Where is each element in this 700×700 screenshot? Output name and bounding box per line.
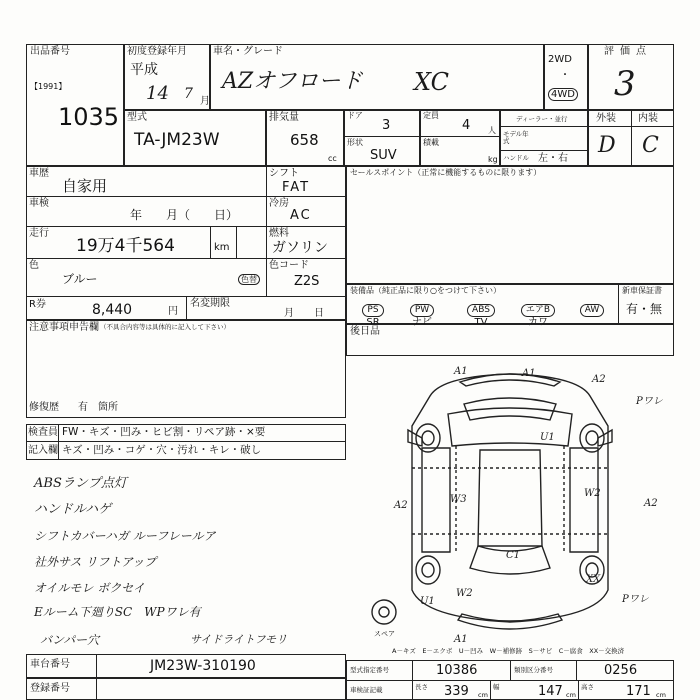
chassis-value: JM23W-310190 <box>150 658 256 674</box>
namechange-value: 月 日 <box>284 308 324 319</box>
doors-label: ドア <box>347 111 363 120</box>
fuel-label: 燃料 <box>269 228 289 239</box>
equipment-bottom-airbag: カワ <box>528 317 548 328</box>
height-value: 171 <box>626 684 651 699</box>
rear-seat-label: 後日品 <box>350 326 380 337</box>
mark-u1-rear: U1 <box>420 596 435 607</box>
lot-number: 1035 <box>58 103 120 131</box>
mark-xx: XX <box>586 574 601 585</box>
mark-a1-front-left: A1 <box>454 366 468 377</box>
equipment-bottom-pw: ナビ <box>412 317 432 328</box>
spec-label: 車検証記載 <box>350 686 383 694</box>
history-value: 自家用 <box>62 177 108 195</box>
inspect-items: FW・キズ・凹み・ヒビ割・リペア跡・×要 <box>62 426 266 438</box>
ac-value: AC <box>290 208 312 223</box>
right-mirror <box>598 430 612 446</box>
repair-value: 有 箇所 <box>78 402 118 413</box>
month-unit: 月 <box>200 96 210 107</box>
mark-a2-front-right: A2 <box>592 374 606 385</box>
car-name: AZオフロード <box>222 69 363 94</box>
mark-p-ware-rear: Pワレ <box>622 594 649 605</box>
ac-label: 冷房 <box>269 198 289 209</box>
roof <box>478 450 542 546</box>
equipment-bottom-abs: TV <box>474 317 488 328</box>
chassis-label: 車台番号 <box>30 659 70 670</box>
load-label: 積載 <box>423 138 439 147</box>
class-value: 0256 <box>604 663 638 678</box>
front-left-wheel-hub <box>422 431 434 445</box>
lot-sub: 【1991】 <box>30 82 67 91</box>
drive-2wd: 2WD <box>548 54 572 65</box>
shift-value: FAT <box>282 180 311 195</box>
mark-w2: W2 <box>584 488 601 499</box>
front-bumper <box>460 374 560 386</box>
inspection-label: 車検 <box>29 198 49 209</box>
cap-value: 4 <box>462 118 471 133</box>
length-cm: cm <box>478 691 488 699</box>
equipment-bottom-ps: SR <box>366 317 380 328</box>
front-right-wheel-hub <box>586 431 598 445</box>
mark-a2-right: A2 <box>644 498 658 509</box>
inspect-label: 検査員 <box>28 427 58 438</box>
type-label: 型式 <box>127 112 147 123</box>
width-label: 幅 <box>493 683 500 691</box>
notes-label: 注意事項申告欄 <box>29 322 99 333</box>
dealer-label: ディーラー・並行 <box>516 115 568 123</box>
spare-label: スペア <box>374 630 395 638</box>
note-line-3: シフトカバーハガ ルーフレールア <box>34 529 216 543</box>
rear-left-wheel-hub <box>422 563 434 577</box>
rear-left-wheel <box>416 556 440 584</box>
entry-items: キズ・凹み・コゲ・穴・汚れ・キレ・破し <box>62 444 262 456</box>
drive-4wd: 4WD <box>548 88 578 101</box>
ext-grade: D <box>598 133 616 158</box>
inspection-value: 年 月（ 日） <box>130 208 239 222</box>
rear-bumper <box>458 614 562 629</box>
length-value: 339 <box>444 684 469 699</box>
colorcode-value: Z2S <box>294 274 320 289</box>
note-line-7: バンパー穴 <box>40 633 100 647</box>
shift-label: シフト <box>269 168 299 179</box>
int-label: 内装 <box>638 113 658 124</box>
history-label: 車歴 <box>29 168 49 179</box>
disp-unit: cc <box>328 154 337 163</box>
recycle-value: 8,440 <box>92 302 133 318</box>
mileage-unit: km <box>214 242 230 253</box>
model-num-label: 型式指定番号 <box>350 666 389 674</box>
height-label: 高さ <box>581 683 594 691</box>
equipment-item-aw <box>574 297 610 317</box>
width-cm: cm <box>566 691 576 699</box>
recycle-label: R券 <box>29 299 46 310</box>
doors-value: 3 <box>382 118 391 133</box>
reg-label: 初度登録年月 <box>127 46 187 57</box>
recycle-unit: 円 <box>168 306 178 317</box>
note-line-4: 社外サス リフトアップ <box>34 555 157 569</box>
entry-label: 記入欄 <box>28 445 58 456</box>
type-value: TA-JM23W <box>134 130 220 150</box>
colorcode-label: 色コード <box>269 260 309 271</box>
repair-label: 修復歴 <box>29 402 59 413</box>
note-line-6: Eルーム下廻りSC WPワレ有 <box>34 605 201 619</box>
equipment-top-pw: PW <box>410 304 434 317</box>
left-mirror <box>408 430 422 446</box>
length-label: 長さ <box>415 683 428 691</box>
reg-num-box <box>26 678 346 700</box>
mark-p-ware-front: Pワレ <box>636 396 663 407</box>
rear-box <box>346 324 674 356</box>
sales-box <box>346 166 674 284</box>
mark-c1: C1 <box>506 550 521 561</box>
eval-score: 3 <box>614 64 636 104</box>
shape-label: 形状 <box>347 138 363 147</box>
equipment-label: 装備品（純正品に限り○をつけて下さい） <box>350 286 501 295</box>
year-value: 14 <box>146 83 169 104</box>
equipment-top-airbag: エアB <box>521 304 555 317</box>
handle-value: 左・右 <box>538 153 568 164</box>
handle-label: ハンドル <box>503 154 529 162</box>
sales-label: セールスポイント（正常に機能するものに限ります） <box>350 168 542 177</box>
cap-label: 定員 <box>423 111 439 120</box>
spare-tire-hub <box>379 607 389 617</box>
month-value: 7 <box>184 86 193 102</box>
left-door <box>422 448 450 552</box>
name-label: 車名・グレード <box>213 46 283 57</box>
model-year-label: モデル年式 <box>503 130 529 145</box>
note-line-1: ABSランプ点灯 <box>34 476 127 491</box>
load-unit: kg <box>488 155 498 164</box>
disp-value: 658 <box>290 131 319 149</box>
class-label: 類別区分番号 <box>514 666 553 674</box>
int-grade: C <box>642 133 659 158</box>
note-line-5: オイルモレ ボクセイ <box>34 581 145 595</box>
era-value: 平成 <box>130 62 158 78</box>
reg-num-label: 登録番号 <box>30 683 70 694</box>
right-door <box>570 448 598 552</box>
mileage-value: 19万4千564 <box>76 236 175 256</box>
equipment-top-ps: PS <box>362 304 383 317</box>
equipment-top-aw: AW <box>580 304 605 317</box>
equipment-top-abs: ABS <box>467 304 495 317</box>
namechange-label: 名変期限 <box>190 298 230 309</box>
car-body-outline <box>412 374 608 622</box>
disp-label: 排気量 <box>269 112 299 123</box>
eval-label: 評価点 <box>604 46 652 57</box>
note-line-8: サイドライトフモリ <box>190 633 288 646</box>
warranty-label: 新車保証書 <box>622 286 662 295</box>
mileage-label: 走行 <box>29 228 49 239</box>
grade: XC <box>414 68 450 96</box>
color-value: ブルー <box>62 272 98 286</box>
mark-w3: W3 <box>450 494 467 505</box>
car-damage-diagram <box>346 356 674 648</box>
mark-w2-rear: W2 <box>456 588 473 599</box>
ext-label: 外装 <box>596 113 616 124</box>
shape-value: SUV <box>370 148 397 163</box>
warranty-value: 有・無 <box>626 302 663 316</box>
spare-tire <box>372 600 396 624</box>
fuel-value: ガソリン <box>272 240 328 256</box>
cap-unit: 人 <box>488 126 496 135</box>
mark-u1: U1 <box>540 432 555 443</box>
mark-a1-rear: A1 <box>454 634 468 645</box>
mark-a2-left: A2 <box>394 500 408 511</box>
diagram-legend: A－キズ E－エクボ U－凹み W－補修跡 S－サビ C－腐食 XX－交換済 <box>392 647 625 655</box>
lot-label: 出品番号 <box>30 46 70 57</box>
width-value: 147 <box>538 684 563 699</box>
model-num-value: 10386 <box>436 663 478 678</box>
color-change: 色替 <box>238 274 260 285</box>
mark-a1-front: A1 <box>522 368 536 379</box>
notes-sub: （不具合内容等は具体的に記入して下さい） <box>100 323 230 331</box>
note-line-2: ハンドルハゲ <box>34 502 112 517</box>
color-label: 色 <box>29 260 39 271</box>
height-cm: cm <box>656 691 666 699</box>
drive-dot: ・ <box>560 70 570 81</box>
notes-box <box>26 320 346 418</box>
